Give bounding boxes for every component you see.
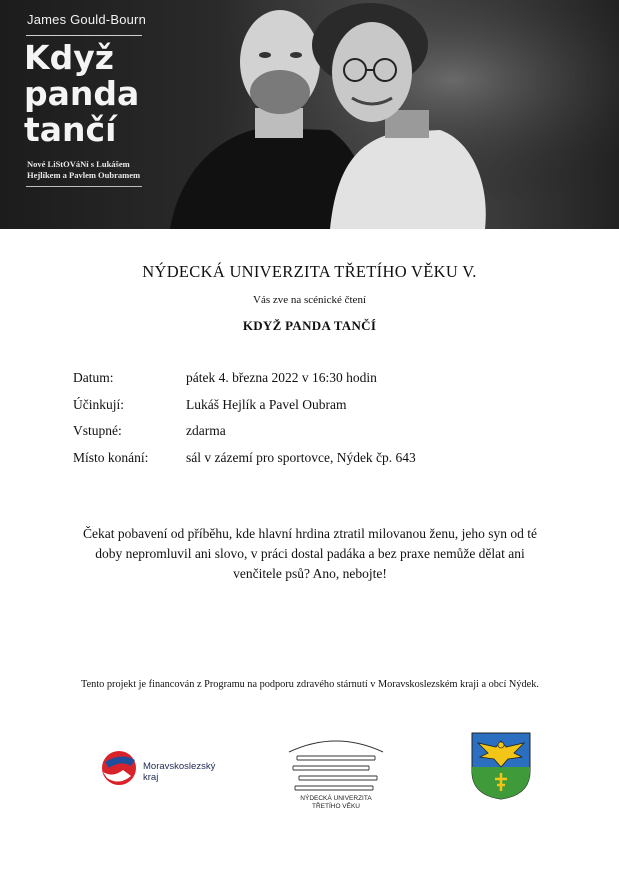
header-banner (0, 0, 619, 229)
detail-value: zdarma (186, 423, 226, 438)
university-logo (283, 728, 389, 818)
event-description: Čekat pobavení od příběhu, kde hlavní hrdina ztratil milovanou ženu, jeho syn od té doby nepromluvil ani slovo, v práci dostal padáka a bez praxe nemůže dělat ani venčitele psů? Ano, nebojte! (82, 526, 537, 581)
book-author: James Gould-Bourn (27, 12, 147, 27)
detail-row (73, 370, 416, 397)
detail-row (73, 423, 416, 450)
detail-label: Účinkují: (73, 396, 124, 412)
detail-row (73, 450, 416, 477)
detail-label: Datum: (73, 370, 114, 385)
funding-notice: Tento projekt je financován z Programu na podporu zdravého stárnutí v Moravskoslezském kraji a obcí Nýdek. (81, 679, 539, 690)
university-subname: TŘETÍHO VĚKU (311, 803, 361, 810)
region-suffix: kraj (143, 771, 159, 783)
book-title-line: Když (24, 38, 114, 77)
detail-label: Místo konání: (73, 449, 149, 465)
detail-value: pátek 4. března 2022 v 16:30 hodin (186, 370, 377, 385)
detail-value: sál v zázemí pro sportovce, Nýdek čp. 643 (186, 449, 416, 465)
banner-subtitle: Nové LiStOVáNí s Lukášem Hejlíkem a Pavlem Oubramem (27, 159, 141, 180)
detail-label: Vstupné: (73, 423, 122, 438)
region-logo-text (143, 762, 215, 783)
event-title: KDYŽ PANDA TANČÍ (242, 318, 377, 333)
book-title-line: tančí (24, 110, 117, 149)
university-logo-text (283, 795, 389, 811)
detail-row (73, 397, 416, 424)
detail-value: Lukáš Hejlík a Pavel Oubram (186, 396, 347, 412)
nydek-coat-of-arms-icon (470, 731, 532, 801)
book-title (24, 40, 164, 148)
book-title-line: panda (24, 74, 140, 113)
event-details (73, 370, 416, 476)
invitation-line: Vás zve na scénické čtení (253, 294, 366, 306)
moravian-silesian-region-logo (97, 748, 237, 788)
books-icon (283, 728, 389, 794)
organization-heading: NÝDECKÁ UNIVERZITA TŘETÍHO VĚKU V. (142, 262, 477, 281)
region-name: Moravskoslezský (143, 761, 216, 772)
region-emblem-icon (97, 748, 141, 788)
author-divider (26, 35, 142, 36)
university-name: NÝDECKÁ UNIVERZITA (300, 795, 372, 802)
subtitle-divider (26, 186, 142, 187)
